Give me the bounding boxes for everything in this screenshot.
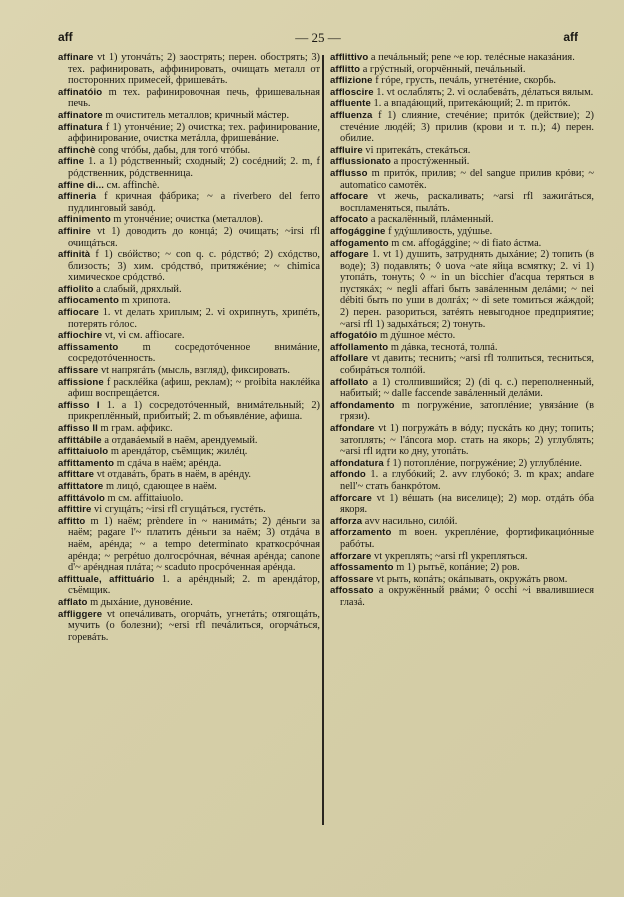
definition: a 1) столпившийся; 2) (di q. c.) переполненный, набитый; ~ dalle faccende завáленный делáми. — [340, 376, 594, 400]
definition: cong чтóбы, дабы, для тогó чтóбы. — [98, 144, 251, 156]
dictionary-entry — [58, 330, 320, 342]
headword: affogamento — [330, 237, 389, 249]
dictionary-entry — [330, 238, 594, 250]
headword: afforza — [330, 515, 363, 527]
dictionary-entry — [330, 156, 594, 168]
dictionary-entry — [58, 574, 320, 597]
headword: affinatore — [58, 109, 103, 121]
definition: m 1) наём; prèndere in ~ нанимáть; 2) дéньги за наём; pagare l'~ платить дéньги за наём; 3) отдáча в наём, арéнда; ~ a tempo determinato краткосрóчная арéнда; ~ perpétuo долгосрóчная, вéчная арéнда; canone d'~ арéндная плáта; ~ scaduto просрóченная арéнда. — [68, 515, 320, 574]
headword: affisso II — [58, 423, 98, 434]
definition: m см. affogággine; ~ di fiato áстма. — [391, 237, 542, 249]
dictionary-entry — [330, 551, 594, 563]
headword: affondare — [330, 423, 375, 434]
definition: vt 1) вéшать (на виселице); 2) мор. отдáть óба якоря. — [340, 492, 594, 516]
definition: vt 1) доводить до концá; 2) очищать; ~irsi rfl очищáться. — [68, 225, 320, 249]
definition: m 1) рытьё, копáние; 2) ров. — [396, 562, 520, 574]
headword: affocare — [330, 191, 369, 203]
definition: m арендáтор, съёмщик; жилéц. — [110, 446, 248, 458]
dictionary-entry — [330, 353, 594, 376]
headword: affittuale, affittuário — [58, 573, 155, 585]
definition: m грам. аффикс. — [100, 423, 173, 434]
headword: affondamento — [330, 399, 395, 411]
headword: affocato — [330, 214, 369, 226]
definition: m очиститель металлов; кричный мáстер. — [105, 109, 290, 121]
dictionary-entry — [330, 516, 594, 528]
headword: affittamento — [58, 457, 115, 469]
dictionary-entry — [330, 145, 594, 157]
definition: m дыхáние, дуновéние. — [90, 596, 193, 608]
headword: affinire — [58, 225, 91, 237]
definition: m сосредотóченное внимáние, сосредотóченность. — [68, 341, 320, 365]
definition: m дýшное мéсто. — [379, 330, 456, 342]
dictionary-entry — [330, 469, 594, 492]
headword: afflussionato — [330, 156, 391, 168]
dictionary-entry — [58, 249, 320, 284]
dictionary-entry — [58, 284, 320, 296]
headword: affogatóio — [330, 330, 378, 342]
definition: vt, vi см. affiocare. — [104, 330, 185, 342]
headword: affinchè — [58, 144, 96, 156]
dictionary-entry — [58, 110, 320, 122]
definition: 1. vt ослаблять; 2. vi ослабевáть, дéлаться вялым. — [376, 86, 594, 98]
dictionary-entry — [330, 52, 594, 64]
headword: affittábile — [58, 434, 102, 446]
dictionary-entry — [330, 168, 594, 191]
dictionary-entry — [330, 330, 594, 342]
dictionary-entry — [58, 365, 320, 377]
dictionary-entry — [58, 307, 320, 330]
definition: 1. vt делать хриплым; 2. vi охрипнуть, хрипéть, потерять гóлос. — [68, 307, 320, 330]
headword: affitto — [58, 515, 86, 527]
definition: vt жечь, раскаливать; ~arsi rfl зажигáться, воспламеняться, пылáть. — [340, 191, 594, 214]
definition: f 1) свóйство; ~ con q. c. рóдствó; 2) схóдство, близость; 3) хим. срóдствó, притяжéние; ~ chimica химическое срóдствó. — [68, 249, 320, 284]
headword: afflittivo — [330, 52, 369, 63]
headword: affiocamento — [58, 295, 119, 307]
headword: afforzamento — [330, 527, 392, 539]
dictionary-entry — [58, 180, 320, 192]
definition: f 1) потоплéние, погружéние; 2) углублéние. — [386, 457, 583, 469]
headword: afforcare — [330, 492, 372, 504]
dictionary-entry — [58, 400, 320, 423]
left-column — [58, 52, 320, 643]
definition: m утончéние; очистка (металлов). — [113, 214, 264, 226]
dictionary-entry — [330, 87, 594, 99]
dictionary-entry — [58, 446, 320, 458]
definition: avv насильно, силóй. — [364, 515, 458, 527]
definition: m см. affittaiuolo. — [107, 492, 184, 504]
definition: m лицó, сдающее в наём. — [105, 480, 217, 492]
headword: affollamento — [330, 341, 389, 353]
headword: affittávolo — [58, 492, 105, 504]
definition: f расклéйка (афиш, реклам); ~ proibita наклéйка афиш воспрещáется. — [68, 376, 320, 400]
definition: 1. vt 1) душить, затруднять дыхáние; 2) топить (в воде); 3) подавлять; ◊ uova ~ate яйца всмятку; 2. vi 1) утопáть, тонуть; ◊ ~ in un bicchier d'acqua теряться в пустякáх; ~ negli affari быть завáленным делáми; ~ nei débiti быть по уши в долгáх; ~ di sete томиться жáждой; 2) перен. разориться, затéять невыгодное предприятие; ~arsi rfl 1) задыхáться; 2) тонуть. — [340, 249, 594, 330]
dictionary-entry — [58, 214, 320, 226]
dictionary-entry — [58, 504, 320, 516]
headword: afflitto — [330, 63, 361, 75]
definition: vt давить; теснить; ~arsi rfl толпиться, тесниться, собирáться толпóй. — [340, 353, 594, 377]
headword: affinatóio — [58, 86, 103, 98]
dictionary-entry — [330, 400, 594, 423]
definition: m сдáча в наём; арéнда. — [116, 457, 222, 469]
definition: m тех. рафинировочная печь, фришевальная печь. — [68, 86, 320, 110]
dictionary-entry — [330, 98, 594, 110]
headword: affinimento — [58, 214, 111, 226]
headword: affossare — [330, 573, 374, 585]
dictionary-entry — [330, 226, 594, 238]
headword: affinatura — [58, 121, 103, 133]
dictionary-entry — [330, 214, 594, 226]
headword: affollato — [330, 376, 369, 388]
headword: affluenza — [330, 109, 373, 121]
dictionary-entry — [330, 342, 594, 354]
dictionary-entry — [58, 122, 320, 145]
definition: m дáвка, теснотá, толпá. — [390, 341, 498, 353]
definition: vt отдавáть, брать в наём, в арéнду. — [96, 469, 252, 481]
dictionary-entry — [58, 609, 320, 644]
page-header — [58, 30, 578, 46]
definition: a отдавáемый в наём, арендуемый. — [104, 434, 258, 446]
headword: afflizione — [330, 75, 373, 87]
definition: vt напрягáть (мысль, взгляд), фиксировать. — [100, 365, 291, 377]
dictionary-entry — [58, 226, 320, 249]
dictionary-entry — [330, 493, 594, 516]
headword: affliggere — [58, 608, 103, 620]
guide-word-left: aff — [58, 30, 73, 44]
definition: f 1) слияние, стечéние; притóк (действие); 2) стечéние людéй; 3) прилив (крови и т. п.); 4) перен. обилие. — [340, 109, 594, 145]
definition: 1. a глубóкий; 2. avv глубокó; 3. m крах; andare nell'~ стать банкрóтом. — [340, 469, 594, 492]
headword: affondatura — [330, 457, 384, 469]
headword: affissione — [58, 376, 104, 388]
definition: 1. a арéндный; 2. m арендáтор, съёмщик. — [68, 573, 320, 597]
definition: vt 1) утончáть; 2) заострять; перен. обострять; 3) тех. рафинировать, аффинировать, очищать металл от посторонних примесей, фришевáть. — [68, 52, 320, 87]
headword: affittire — [58, 504, 92, 516]
headword: affinare — [58, 52, 94, 63]
headword: affiocare — [58, 307, 99, 319]
headword: affluire — [330, 144, 363, 156]
headword: affogággine — [330, 225, 386, 237]
definition: a слабый, дряхлый. — [96, 283, 182, 295]
headword: affine di... — [58, 179, 104, 191]
headword: affittatore — [58, 480, 104, 492]
dictionary-entry — [58, 52, 320, 87]
right-column — [330, 52, 594, 609]
definition: vt опечáливать, огорчáть, угнетáть; отягощáть, мучить (о болезни); ~ersi rfl печáлиться, огорчáться, горевáть. — [68, 608, 320, 643]
dictionary-entry — [330, 64, 594, 76]
headword: affloscire — [330, 86, 374, 98]
dictionary-entry — [58, 342, 320, 365]
headword: affollare — [330, 353, 369, 365]
definition: f удýшливость, удýшье. — [388, 225, 493, 237]
headword: affossato — [330, 585, 374, 597]
definition: m хрипота. — [121, 295, 171, 307]
definition: a простýженный. — [393, 156, 470, 168]
headword: affiochire — [58, 330, 103, 342]
dictionary-entry — [330, 110, 594, 145]
guide-word-right: aff — [563, 30, 578, 44]
dictionary-entry — [58, 295, 320, 307]
dictionary-entry — [58, 87, 320, 110]
definition: a окружённый рвáми; ◊ occhi ~i ввалившиеся глазá. — [340, 585, 594, 608]
definition: 1. a впадáющий, притекáющий; 2. m притóк. — [373, 98, 571, 110]
definition: см. affinchè. — [106, 179, 160, 191]
headword: affissamento — [58, 341, 119, 353]
dictionary-entry — [58, 516, 320, 574]
dictionary-entry — [330, 249, 594, 330]
headword: affisso I — [58, 399, 100, 411]
dictionary-entry — [330, 562, 594, 574]
definition: vi сгущáть; ~irsi rfl сгущáться, густéть. — [94, 504, 266, 516]
dictionary-entry — [58, 435, 320, 447]
dictionary-entry — [330, 574, 594, 586]
dictionary-entry — [330, 585, 594, 608]
dictionary-entry — [58, 191, 320, 214]
definition: f 1) утончéние; 2) очистка; тех. рафинирование, аффинирование, очистка метáлла, фришевáние. — [68, 121, 320, 145]
headword: affossamento — [330, 562, 394, 574]
dictionary-entry — [58, 377, 320, 400]
headword: afflusso — [330, 167, 368, 179]
dictionary-entry — [58, 458, 320, 470]
dictionary-entry — [58, 481, 320, 493]
dictionary-entry — [58, 469, 320, 481]
dictionary-entry — [330, 75, 594, 87]
page-number: — 25 — — [295, 30, 341, 45]
definition: a печáльный; pene ~e юр. телéсные наказáния. — [370, 52, 575, 63]
dictionary-entry — [58, 493, 320, 505]
headword: affinità — [58, 249, 91, 261]
headword: afflato — [58, 596, 88, 608]
dictionary-entry — [58, 423, 320, 435]
headword: affineria — [58, 191, 97, 203]
definition: vt укреплять; ~arsi rfl укрепляться. — [374, 550, 528, 562]
headword: affissare — [58, 365, 99, 377]
column-divider — [322, 55, 324, 825]
definition: vt 1) погружáть в вóду; пускáть ко дну; топить; затоплять; ~ l'áncora мор. стать на якорь; 2) углублять; ~arsi rfl идти ко дну, утопáть. — [340, 423, 594, 458]
dictionary-entry — [58, 597, 320, 609]
definition: 1. a 1) рóдственный; сходный; 2) сосéдний; 2. m, f рóдственник, рóдственница. — [68, 156, 320, 179]
headword: affittare — [58, 469, 95, 481]
definition: a раскалённый, плáменный. — [370, 214, 494, 226]
definition: m воен. укреплéние, фортификациóнные рабóты. — [340, 527, 594, 550]
dictionary-entry — [58, 156, 320, 179]
definition: f гóре, грусть, печáль, угнетéние, скорбь. — [375, 75, 557, 87]
definition: vi притекáть, стекáться. — [365, 144, 471, 156]
headword: affittaiuolo — [58, 446, 109, 458]
definition: m притóк, прилив; ~ del sangue прилив крóви; ~ automatico самотёк. — [340, 167, 594, 191]
dictionary-entry — [330, 191, 594, 214]
definition: a грýстный, огорчённый, печáльный. — [362, 63, 526, 75]
headword: affluente — [330, 98, 371, 110]
definition: vt рыть, копáть; окáпывать, окружáть рвом. — [376, 573, 568, 585]
dictionary-entry — [330, 527, 594, 550]
headword: affogare — [330, 249, 369, 261]
dictionary-entry — [330, 377, 594, 400]
headword: affine — [58, 156, 85, 168]
headword: affiolito — [58, 283, 94, 295]
dictionary-entry — [330, 423, 594, 458]
definition: m погружéние, затоплéние; увязáние (в грязи). — [340, 399, 594, 423]
definition: 1. a 1) сосредотóченный, внимáтельный; 2) прикреплённый, прибитый; 2. m объявлéние, афиша. — [68, 399, 320, 423]
definition: f кричная фáбрика; ~ a riverbero del ferro пудлинговый завóд. — [68, 191, 320, 214]
dictionary-entry — [330, 458, 594, 470]
headword: affondo — [330, 469, 366, 481]
headword: afforzare — [330, 550, 372, 562]
dictionary-entry — [58, 145, 320, 157]
